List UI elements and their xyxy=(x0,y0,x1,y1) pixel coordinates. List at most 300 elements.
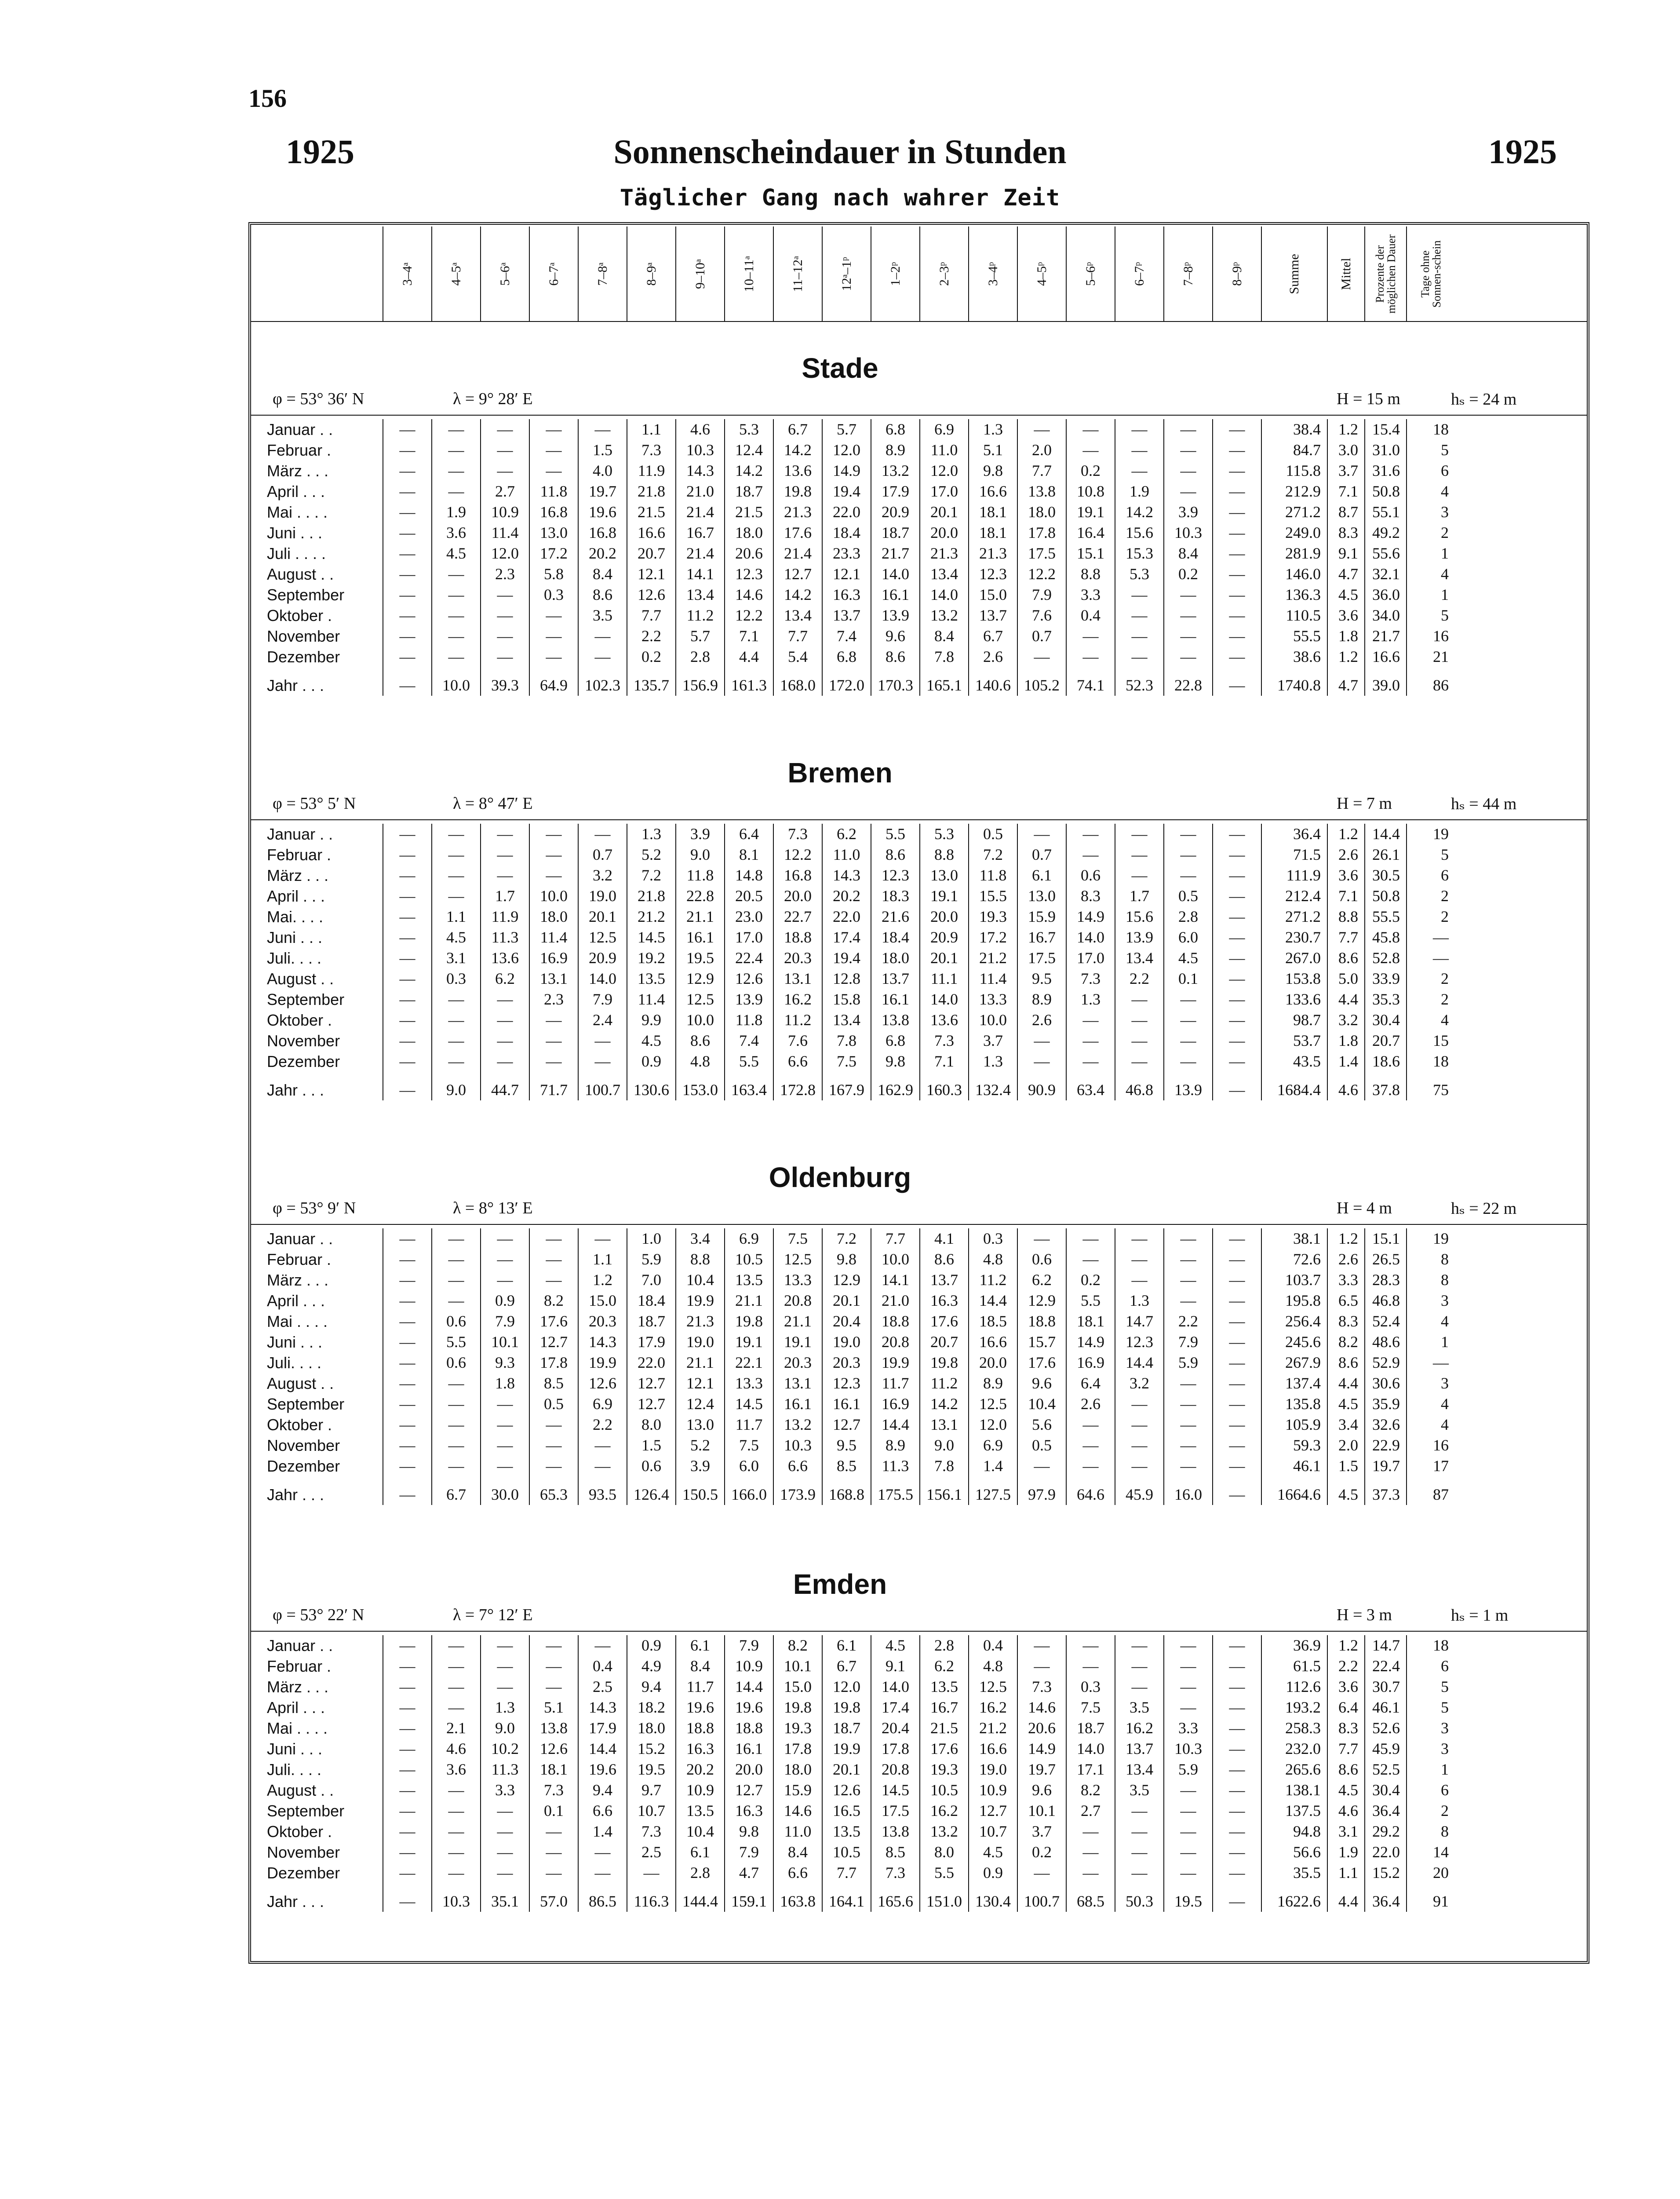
value-cell: 14.8 xyxy=(725,865,773,886)
value-cell: — xyxy=(383,1394,432,1414)
value-cell: 14.2 xyxy=(920,1394,969,1414)
column-header-label: 5–6ᵖ xyxy=(1083,262,1098,286)
value-cell: 50.8 xyxy=(1365,481,1407,502)
value-cell: — xyxy=(1115,626,1164,647)
value-cell: 6 xyxy=(1407,460,1455,481)
value-cell: — xyxy=(383,1332,432,1352)
value-cell: 4.4 xyxy=(1327,1883,1365,1912)
value-cell: — xyxy=(578,419,627,440)
value-cell: 160.3 xyxy=(920,1072,969,1100)
section-rule xyxy=(251,819,1587,820)
value-cell: — xyxy=(1213,1352,1261,1373)
value-cell: 13.1 xyxy=(773,1373,822,1394)
value-cell: — xyxy=(1017,1228,1066,1249)
value-cell: 2.7 xyxy=(481,481,529,502)
month-row xyxy=(251,1290,1455,1311)
value-cell: — xyxy=(529,460,578,481)
value-cell: — xyxy=(1115,1656,1164,1677)
month-row xyxy=(251,1759,1455,1780)
value-cell: 0.7 xyxy=(1017,844,1066,865)
value-cell: — xyxy=(383,1677,432,1697)
value-cell: — xyxy=(1115,440,1164,460)
value-cell: — xyxy=(481,1656,529,1677)
value-cell: 7.5 xyxy=(1066,1697,1115,1718)
value-cell: 5.3 xyxy=(725,419,773,440)
value-cell: 10.5 xyxy=(920,1780,969,1801)
row-label: Februar . xyxy=(267,441,332,459)
value-cell: 50.3 xyxy=(1115,1883,1164,1912)
value-cell: 2.3 xyxy=(529,989,578,1010)
value-cell: 3.6 xyxy=(432,1759,481,1780)
value-cell: — xyxy=(1164,1435,1213,1456)
value-cell: 32.1 xyxy=(1365,564,1407,584)
value-cell: — xyxy=(1213,1414,1261,1435)
value-cell: 18.0 xyxy=(529,906,578,927)
value-cell: 31.6 xyxy=(1365,460,1407,481)
value-cell: 20.1 xyxy=(822,1759,871,1780)
value-cell: 52.8 xyxy=(1365,948,1407,968)
value-cell: 20.7 xyxy=(1365,1030,1407,1051)
year-total-row xyxy=(251,1883,1455,1912)
value-cell: 271.2 xyxy=(1261,502,1327,522)
value-cell: 13.4 xyxy=(773,605,822,626)
value-cell: 16.2 xyxy=(1115,1718,1164,1739)
month-row xyxy=(251,1697,1455,1718)
value-cell: — xyxy=(1213,460,1261,481)
value-cell: 0.2 xyxy=(1017,1842,1066,1863)
value-cell: — xyxy=(1213,1863,1261,1883)
value-cell: 53.7 xyxy=(1261,1030,1327,1051)
value-cell: 14.0 xyxy=(1066,927,1115,948)
value-cell: — xyxy=(383,844,432,865)
value-cell: 93.5 xyxy=(578,1476,627,1505)
value-cell: 16.1 xyxy=(676,927,725,948)
value-cell: 5.1 xyxy=(969,440,1017,460)
value-cell: 230.7 xyxy=(1261,927,1327,948)
value-cell: 0.9 xyxy=(969,1863,1017,1883)
value-cell: 19 xyxy=(1407,824,1455,844)
row-label: Mai . . . . xyxy=(267,503,328,521)
value-cell: — xyxy=(578,1863,627,1883)
value-cell: 0.9 xyxy=(627,1635,676,1656)
value-cell: 13.0 xyxy=(1017,886,1066,906)
value-cell: 2.8 xyxy=(676,1863,725,1883)
value-cell: 4.8 xyxy=(676,1051,725,1072)
value-cell: — xyxy=(432,1821,481,1842)
column-header-cell xyxy=(578,226,627,321)
value-cell: 4.4 xyxy=(1327,989,1365,1010)
value-cell: 6.6 xyxy=(773,1051,822,1072)
value-cell: 17.0 xyxy=(725,927,773,948)
value-cell: 6.9 xyxy=(920,419,969,440)
value-cell: 7.9 xyxy=(1017,584,1066,605)
row-label: Dezember xyxy=(267,648,340,666)
value-cell: 2 xyxy=(1407,989,1455,1010)
value-cell: — xyxy=(1115,824,1164,844)
value-cell: 7.7 xyxy=(627,605,676,626)
value-cell: — xyxy=(1213,1842,1261,1863)
column-header-cell xyxy=(969,226,1017,321)
value-cell: 2.6 xyxy=(1327,844,1365,865)
value-cell: 6.7 xyxy=(432,1476,481,1505)
value-cell: 172.0 xyxy=(822,667,871,696)
value-cell: 20.0 xyxy=(920,522,969,543)
value-cell: 14.2 xyxy=(725,460,773,481)
value-cell: 22.4 xyxy=(1365,1656,1407,1677)
value-cell: 1.4 xyxy=(578,1821,627,1842)
value-cell: 9.5 xyxy=(822,1435,871,1456)
value-cell: 0.2 xyxy=(627,647,676,667)
month-row xyxy=(251,1718,1455,1739)
value-cell: 20.0 xyxy=(773,886,822,906)
value-cell: 16.6 xyxy=(969,1332,1017,1352)
value-cell: — xyxy=(1213,886,1261,906)
value-cell: 12.4 xyxy=(676,1394,725,1414)
value-cell: — xyxy=(1213,1010,1261,1030)
value-cell: 267.0 xyxy=(1261,948,1327,968)
value-cell: 5.7 xyxy=(676,626,725,647)
value-cell: 21.3 xyxy=(920,543,969,564)
value-cell: — xyxy=(481,1635,529,1656)
value-cell: — xyxy=(1164,1842,1213,1863)
value-cell: 13.0 xyxy=(676,1414,725,1435)
value-cell: 3.9 xyxy=(676,824,725,844)
value-cell: 7.9 xyxy=(725,1635,773,1656)
value-cell: 0.5 xyxy=(529,1394,578,1414)
value-cell: 6.1 xyxy=(822,1635,871,1656)
value-cell: 11.4 xyxy=(969,968,1017,989)
value-cell: 20.3 xyxy=(773,1352,822,1373)
value-cell: 17.8 xyxy=(1017,522,1066,543)
value-cell: 10.4 xyxy=(676,1270,725,1290)
value-cell: 0.6 xyxy=(1017,1249,1066,1270)
value-cell: 3.6 xyxy=(1327,605,1365,626)
value-cell: 21.2 xyxy=(627,906,676,927)
value-cell: 17.5 xyxy=(871,1801,920,1821)
value-cell: — xyxy=(1066,1228,1115,1249)
row-label: November xyxy=(267,1843,340,1861)
value-cell: 6.7 xyxy=(822,1656,871,1677)
value-cell: 137.4 xyxy=(1261,1373,1327,1394)
value-cell: — xyxy=(1115,1863,1164,1883)
value-cell: — xyxy=(1115,1394,1164,1414)
value-cell: 13.0 xyxy=(920,865,969,886)
value-cell: 8.8 xyxy=(920,844,969,865)
value-cell: 18.1 xyxy=(529,1759,578,1780)
value-cell: 19.7 xyxy=(1017,1759,1066,1780)
value-cell: 14.3 xyxy=(676,460,725,481)
value-cell: — xyxy=(432,886,481,906)
value-cell: 11.7 xyxy=(725,1414,773,1435)
value-cell: 3 xyxy=(1407,1290,1455,1311)
value-cell: 38.4 xyxy=(1261,419,1327,440)
column-header-cell xyxy=(822,226,871,321)
value-cell: — xyxy=(1164,1249,1213,1270)
value-cell: 10.3 xyxy=(1164,1739,1213,1759)
value-cell: — xyxy=(1164,1780,1213,1801)
value-cell: 7.8 xyxy=(920,647,969,667)
value-cell: — xyxy=(1213,1677,1261,1697)
month-row xyxy=(251,844,1455,865)
value-cell: 116.3 xyxy=(627,1883,676,1912)
value-cell: 4.5 xyxy=(432,927,481,948)
value-cell: 14.4 xyxy=(725,1677,773,1697)
value-cell: 2.6 xyxy=(1066,1394,1115,1414)
month-row xyxy=(251,1456,1455,1476)
value-cell: — xyxy=(578,647,627,667)
value-cell: — xyxy=(1164,419,1213,440)
column-header-label: Tage ohne Sonnen-schein xyxy=(1418,240,1443,308)
column-header-label: 8–9ᵃ xyxy=(644,262,659,286)
value-cell: 13.6 xyxy=(773,460,822,481)
value-cell: 14.5 xyxy=(627,927,676,948)
value-cell: 37.8 xyxy=(1365,1072,1407,1100)
value-cell: — xyxy=(1115,1270,1164,1290)
value-cell: 19.6 xyxy=(578,502,627,522)
value-cell: 56.6 xyxy=(1261,1842,1327,1863)
value-cell: 12.5 xyxy=(773,1249,822,1270)
value-cell: 21.4 xyxy=(676,502,725,522)
row-label: Dezember xyxy=(267,1864,340,1882)
month-row xyxy=(251,927,1455,948)
value-cell: 4.7 xyxy=(1327,564,1365,584)
value-cell: 26.1 xyxy=(1365,844,1407,865)
value-cell: 10.9 xyxy=(676,1780,725,1801)
value-cell: — xyxy=(432,1435,481,1456)
value-cell: 103.7 xyxy=(1261,1270,1327,1290)
value-cell: 14.0 xyxy=(920,584,969,605)
value-cell: 0.6 xyxy=(432,1311,481,1332)
value-cell: 11.4 xyxy=(529,927,578,948)
value-cell: — xyxy=(383,584,432,605)
value-cell: 1.8 xyxy=(1327,1030,1365,1051)
value-cell: 10.7 xyxy=(627,1801,676,1821)
value-cell: 19.8 xyxy=(773,1697,822,1718)
value-cell: 0.7 xyxy=(1017,626,1066,647)
month-row xyxy=(251,419,1455,440)
value-cell: — xyxy=(1213,1228,1261,1249)
value-cell: — xyxy=(578,1030,627,1051)
value-cell: 33.9 xyxy=(1365,968,1407,989)
value-cell: 12.9 xyxy=(822,1270,871,1290)
value-cell: 20.2 xyxy=(578,543,627,564)
value-cell: 12.0 xyxy=(969,1414,1017,1435)
value-cell: — xyxy=(1213,824,1261,844)
value-cell: 36.4 xyxy=(1365,1883,1407,1912)
value-cell: 7.0 xyxy=(627,1270,676,1290)
value-cell: 36.0 xyxy=(1365,584,1407,605)
value-cell: 115.8 xyxy=(1261,460,1327,481)
value-cell: 8 xyxy=(1407,1270,1455,1290)
value-cell: 10.5 xyxy=(822,1842,871,1863)
value-cell: 7.7 xyxy=(1327,1739,1365,1759)
value-cell: 63.4 xyxy=(1066,1072,1115,1100)
value-cell: 3.1 xyxy=(432,948,481,968)
value-cell: 12.3 xyxy=(1115,1332,1164,1352)
value-cell: 7.4 xyxy=(725,1030,773,1051)
value-cell: 23.0 xyxy=(725,906,773,927)
value-cell: — xyxy=(383,1718,432,1739)
value-cell: — xyxy=(1066,1635,1115,1656)
column-header-cell xyxy=(676,226,725,321)
value-cell: 6.0 xyxy=(1164,927,1213,948)
value-cell: 19.1 xyxy=(920,886,969,906)
value-cell: 175.5 xyxy=(871,1476,920,1505)
value-cell: — xyxy=(1213,584,1261,605)
value-cell: 19.8 xyxy=(920,1352,969,1373)
value-cell: 18.7 xyxy=(1066,1718,1115,1739)
value-cell: 6.9 xyxy=(578,1394,627,1414)
value-cell: — xyxy=(432,1780,481,1801)
value-cell: 13.9 xyxy=(1164,1072,1213,1100)
value-cell: 14.2 xyxy=(773,584,822,605)
value-cell: — xyxy=(383,1228,432,1249)
value-cell: — xyxy=(432,865,481,886)
value-cell: 144.4 xyxy=(676,1883,725,1912)
value-cell: 7.3 xyxy=(1066,968,1115,989)
column-header-label: Prozente der möglichen Dauer xyxy=(1373,234,1398,314)
value-cell: 10.4 xyxy=(1017,1394,1066,1414)
value-cell: 3.2 xyxy=(1115,1373,1164,1394)
value-cell: 4 xyxy=(1407,1394,1455,1414)
value-cell: — xyxy=(383,1821,432,1842)
value-cell: — xyxy=(1164,1821,1213,1842)
month-row xyxy=(251,626,1455,647)
value-cell: — xyxy=(529,1414,578,1435)
value-cell: 173.9 xyxy=(773,1476,822,1505)
value-cell: 43.5 xyxy=(1261,1051,1327,1072)
row-label: Juli. . . . xyxy=(267,949,322,967)
value-cell: 2.2 xyxy=(627,626,676,647)
value-cell: 22.0 xyxy=(822,502,871,522)
value-cell: — xyxy=(1115,419,1164,440)
value-cell: 9.0 xyxy=(432,1072,481,1100)
value-cell: 21.3 xyxy=(969,543,1017,564)
value-cell: — xyxy=(432,1373,481,1394)
value-cell: 45.9 xyxy=(1115,1476,1164,1505)
value-cell: — xyxy=(1213,502,1261,522)
value-cell: 18.1 xyxy=(1066,1311,1115,1332)
value-cell: 26.5 xyxy=(1365,1249,1407,1270)
value-cell: 12.6 xyxy=(822,1780,871,1801)
value-cell: 195.8 xyxy=(1261,1290,1327,1311)
value-cell: 3.6 xyxy=(1327,1677,1365,1697)
value-cell: 21 xyxy=(1407,647,1455,667)
value-cell: 18.0 xyxy=(1017,502,1066,522)
value-cell: — xyxy=(383,824,432,844)
value-cell: 13.5 xyxy=(627,968,676,989)
value-cell: 19.7 xyxy=(1365,1456,1407,1476)
value-cell: 14.9 xyxy=(1066,1332,1115,1352)
month-row xyxy=(251,865,1455,886)
value-cell: 98.7 xyxy=(1261,1010,1327,1030)
column-header-label: 11–12ᵃ xyxy=(790,256,805,292)
value-cell: 10.0 xyxy=(676,1010,725,1030)
value-cell: 151.0 xyxy=(920,1883,969,1912)
value-cell: 16.8 xyxy=(773,865,822,886)
value-cell: 133.6 xyxy=(1261,989,1327,1010)
row-label: März . . . xyxy=(267,1678,329,1696)
value-cell: — xyxy=(383,440,432,460)
value-cell: 15.5 xyxy=(969,886,1017,906)
value-cell: 16.1 xyxy=(871,989,920,1010)
value-cell: 1.7 xyxy=(1115,886,1164,906)
row-label: Jahr . . . xyxy=(267,1081,324,1099)
column-header-cell xyxy=(1327,226,1365,321)
section-rule xyxy=(251,1224,1587,1225)
value-cell: — xyxy=(1407,927,1455,948)
month-row xyxy=(251,1249,1455,1270)
station-lon: λ = 8° 47′ E xyxy=(453,794,533,813)
value-cell: 9.0 xyxy=(481,1718,529,1739)
value-cell: — xyxy=(1213,1456,1261,1476)
value-cell: 12.9 xyxy=(1017,1290,1066,1311)
value-cell: 4.7 xyxy=(1327,667,1365,696)
year-right: 1925 xyxy=(1488,132,1557,171)
value-cell: 0.2 xyxy=(1066,1270,1115,1290)
value-cell: 3.6 xyxy=(432,522,481,543)
month-row xyxy=(251,824,1455,844)
section-rule xyxy=(251,415,1587,416)
value-cell: 1.9 xyxy=(432,502,481,522)
station-height: H = 4 m xyxy=(1337,1199,1392,1217)
value-cell: 6.4 xyxy=(725,824,773,844)
value-cell: — xyxy=(481,1435,529,1456)
value-cell: 20.1 xyxy=(822,1290,871,1311)
value-cell: 212.4 xyxy=(1261,886,1327,906)
value-cell: 12.2 xyxy=(725,605,773,626)
value-cell: — xyxy=(1115,1051,1164,1072)
station-height: H = 3 m xyxy=(1337,1606,1392,1624)
value-cell: 17.5 xyxy=(1017,543,1066,564)
value-cell: — xyxy=(383,1072,432,1100)
value-cell: 22.0 xyxy=(822,906,871,927)
value-cell: 12.2 xyxy=(1017,564,1066,584)
value-cell: 170.3 xyxy=(871,667,920,696)
value-cell: 11.1 xyxy=(920,968,969,989)
value-cell: 14 xyxy=(1407,1842,1455,1863)
value-cell: 14.2 xyxy=(1115,502,1164,522)
value-cell: — xyxy=(1213,1290,1261,1311)
value-cell: 3.7 xyxy=(969,1030,1017,1051)
value-cell: 20.4 xyxy=(822,1311,871,1332)
value-cell: 13.7 xyxy=(920,1270,969,1290)
value-cell: 17.6 xyxy=(773,522,822,543)
station-lat: φ = 53° 22′ N xyxy=(273,1606,364,1624)
value-cell: 18.4 xyxy=(871,927,920,948)
value-cell: — xyxy=(1213,1072,1261,1100)
value-cell: 7.3 xyxy=(627,1821,676,1842)
station-hs: hₛ = 44 m xyxy=(1451,795,1517,813)
value-cell: 3.0 xyxy=(1327,440,1365,460)
value-cell: — xyxy=(1066,419,1115,440)
month-row xyxy=(251,1010,1455,1030)
value-cell: 12.0 xyxy=(920,460,969,481)
value-cell: 7.3 xyxy=(773,824,822,844)
value-cell: 1.1 xyxy=(578,1249,627,1270)
value-cell: 16.9 xyxy=(529,948,578,968)
value-cell: — xyxy=(432,440,481,460)
value-cell: 5.2 xyxy=(627,844,676,865)
row-label: Januar . . xyxy=(267,1636,333,1655)
value-cell: — xyxy=(481,1842,529,1863)
value-cell: 20.2 xyxy=(822,886,871,906)
row-label: Februar . xyxy=(267,1657,332,1675)
value-cell: 0.5 xyxy=(969,824,1017,844)
value-cell: 10.9 xyxy=(481,502,529,522)
row-label: Mai. . . . xyxy=(267,908,324,926)
value-cell: 52.9 xyxy=(1365,1352,1407,1373)
